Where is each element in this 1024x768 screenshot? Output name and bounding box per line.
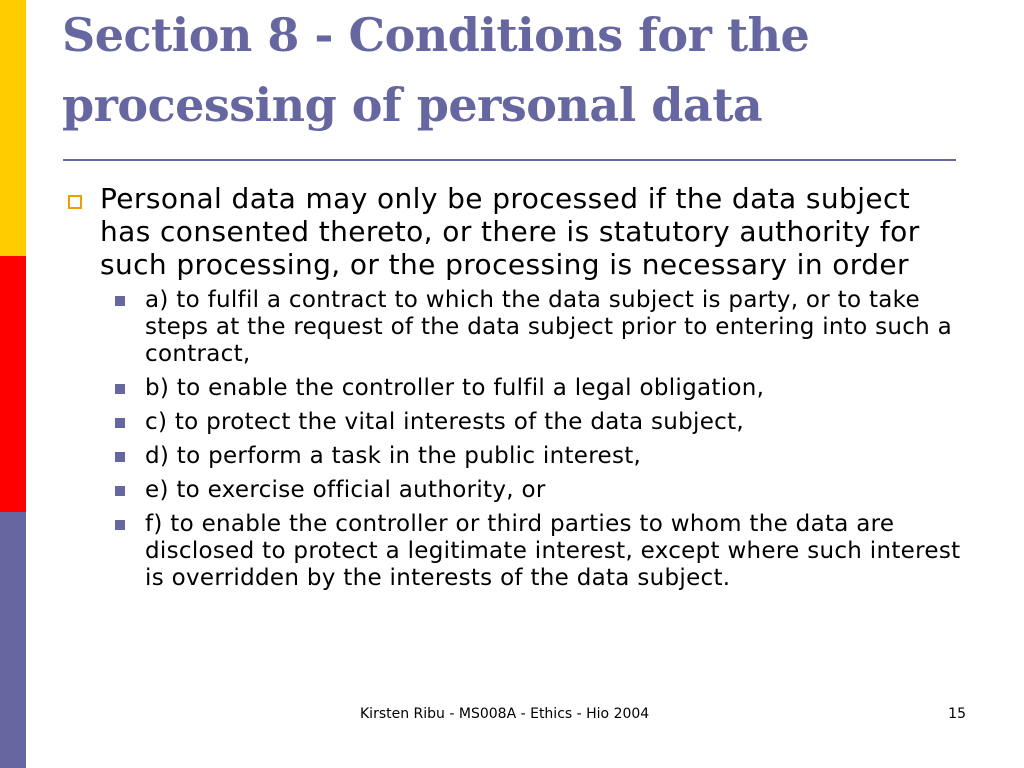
filled-square-bullet-icon — [115, 418, 125, 428]
side-band-blue — [0, 512, 26, 768]
side-band-yellow — [0, 0, 26, 256]
title-line-1: Section 8 - Conditions for the — [62, 8, 810, 62]
sub-bullet-item — [64, 287, 964, 368]
footer-text: Kirsten Ribu - MS008A - Ethics - Hio 2004 — [360, 706, 650, 722]
sub-bullet-item — [64, 511, 964, 592]
filled-square-bullet-icon — [115, 486, 125, 496]
page-number: 15 — [948, 706, 966, 722]
sub-bullet-text: c) to protect the vital interests of the data subject, — [145, 409, 745, 435]
sub-bullet-text: d) to perform a task in the public interest, — [145, 443, 642, 469]
sub-bullet-text: a) to fulfil a contract to which the data subject is party, or to take steps at the request of the data subject prior to entering into such a contract, — [145, 287, 953, 367]
sub-bullet-item — [64, 443, 964, 470]
slide-title — [62, 0, 982, 140]
sub-bullet-item — [64, 375, 964, 402]
side-band-red — [0, 256, 26, 512]
main-bullet-text: Personal data may only be processed if the data subject has consented thereto, or there is statutory authority for such processing, or the processing is necessary in order — [100, 182, 920, 281]
sub-bullet-list — [64, 287, 964, 592]
sub-bullet-text: f) to enable the controller or third parties to whom the data are disclosed to protect a legitimate interest, except where such interest is overridden by the interests of the data subject. — [145, 511, 961, 591]
filled-square-bullet-icon — [115, 296, 125, 306]
sub-bullet-item — [64, 409, 964, 436]
sub-bullet-text: e) to exercise official authority, or — [145, 477, 546, 503]
filled-square-bullet-icon — [115, 384, 125, 394]
title-line-2: processing of personal data — [62, 78, 763, 132]
hollow-square-bullet-icon — [68, 195, 82, 209]
sub-bullet-item — [64, 477, 964, 504]
filled-square-bullet-icon — [115, 452, 125, 462]
sub-bullet-text: b) to enable the controller to fulfil a legal obligation, — [145, 375, 765, 401]
filled-square-bullet-icon — [115, 520, 125, 530]
title-divider — [63, 159, 956, 161]
slide-content — [64, 182, 964, 599]
main-bullet-item — [64, 182, 964, 281]
